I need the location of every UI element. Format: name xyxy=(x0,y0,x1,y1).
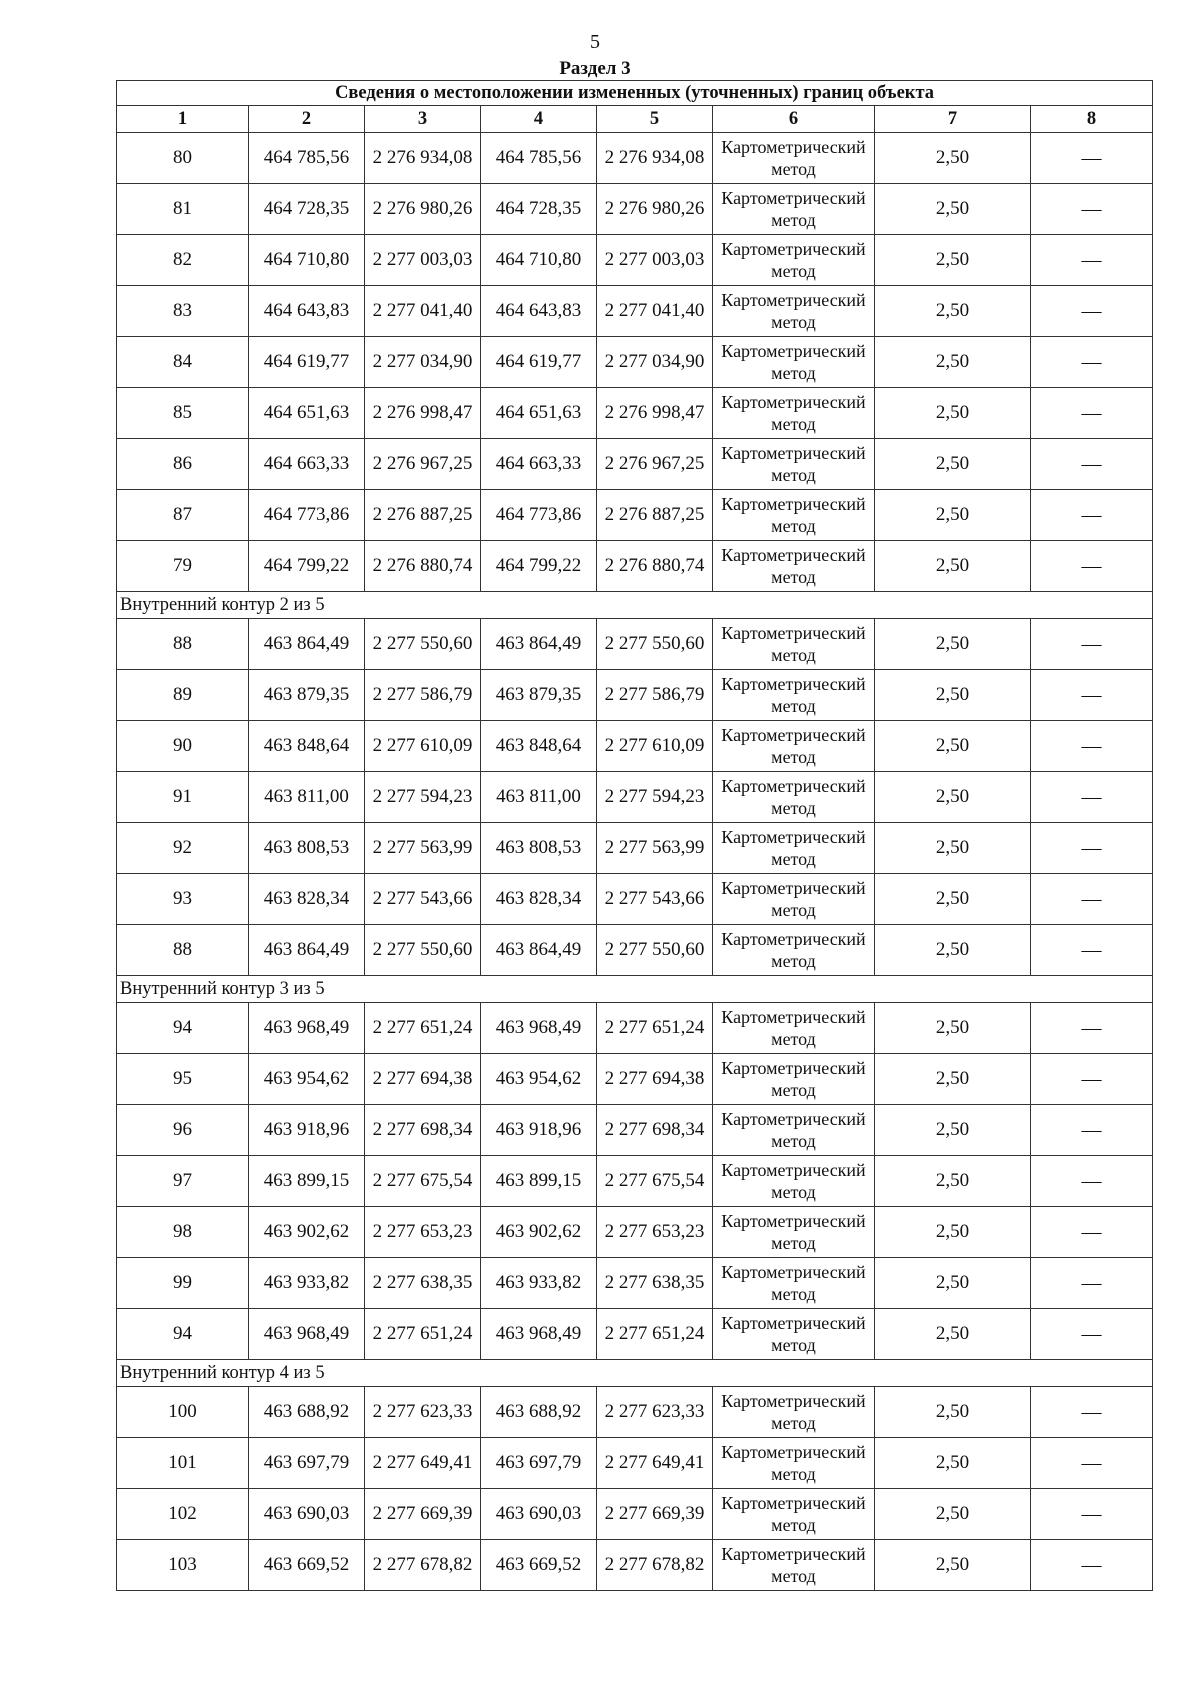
x-existing-cell: 464 651,63 xyxy=(249,388,365,439)
y-new-cell: 2 277 550,60 xyxy=(597,925,713,976)
point-number-cell: 97 xyxy=(117,1156,249,1207)
accuracy-cell: 2,50 xyxy=(875,925,1031,976)
method-cell: Картометрический метод xyxy=(713,337,875,388)
y-new-cell: 2 277 653,23 xyxy=(597,1207,713,1258)
point-number-cell: 99 xyxy=(117,1258,249,1309)
x-new-cell: 463 879,35 xyxy=(481,670,597,721)
x-new-cell: 463 899,15 xyxy=(481,1156,597,1207)
accuracy-cell: 2,50 xyxy=(875,286,1031,337)
accuracy-cell: 2,50 xyxy=(875,1489,1031,1540)
accuracy-cell: 2,50 xyxy=(875,1207,1031,1258)
x-existing-cell: 463 864,49 xyxy=(249,925,365,976)
x-existing-cell: 463 848,64 xyxy=(249,721,365,772)
accuracy-cell: 2,50 xyxy=(875,337,1031,388)
point-number-cell: 103 xyxy=(117,1540,249,1591)
accuracy-cell: 2,50 xyxy=(875,1387,1031,1438)
point-number-cell: 90 xyxy=(117,721,249,772)
x-new-cell: 463 933,82 xyxy=(481,1258,597,1309)
y-existing-cell: 2 277 041,40 xyxy=(365,286,481,337)
y-new-cell: 2 276 980,26 xyxy=(597,184,713,235)
point-number-cell: 86 xyxy=(117,439,249,490)
page-number: 5 xyxy=(590,31,600,53)
point-number-cell: 80 xyxy=(117,133,249,184)
y-existing-cell: 2 276 998,47 xyxy=(365,388,481,439)
method-cell: Картометрический метод xyxy=(713,619,875,670)
y-existing-cell: 2 277 550,60 xyxy=(365,619,481,670)
accuracy-cell: 2,50 xyxy=(875,619,1031,670)
point-number-cell: 88 xyxy=(117,619,249,670)
y-existing-cell: 2 276 880,74 xyxy=(365,541,481,592)
y-new-cell: 2 276 934,08 xyxy=(597,133,713,184)
y-existing-cell: 2 276 980,26 xyxy=(365,184,481,235)
point-number-cell: 95 xyxy=(117,1054,249,1105)
y-new-cell: 2 277 543,66 xyxy=(597,874,713,925)
x-new-cell: 463 690,03 xyxy=(481,1489,597,1540)
table-row xyxy=(117,541,1153,592)
x-existing-cell: 464 619,77 xyxy=(249,337,365,388)
table-row xyxy=(117,235,1153,286)
x-new-cell: 463 828,34 xyxy=(481,874,597,925)
method-cell: Картометрический метод xyxy=(713,439,875,490)
section-title: Раздел 3 xyxy=(559,58,631,79)
y-existing-cell: 2 277 694,38 xyxy=(365,1054,481,1105)
table-row xyxy=(117,388,1153,439)
description-cell: — xyxy=(1031,670,1153,721)
x-existing-cell: 464 799,22 xyxy=(249,541,365,592)
y-new-cell: 2 276 880,74 xyxy=(597,541,713,592)
description-cell: — xyxy=(1031,1207,1153,1258)
table-row xyxy=(117,619,1153,670)
y-existing-cell: 2 277 586,79 xyxy=(365,670,481,721)
point-number-cell: 100 xyxy=(117,1387,249,1438)
x-new-cell: 463 688,92 xyxy=(481,1387,597,1438)
x-new-cell: 463 864,49 xyxy=(481,925,597,976)
table-row xyxy=(117,670,1153,721)
x-existing-cell: 463 899,15 xyxy=(249,1156,365,1207)
y-new-cell: 2 277 610,09 xyxy=(597,721,713,772)
table-row xyxy=(117,1156,1153,1207)
table-row xyxy=(117,1003,1153,1054)
accuracy-cell: 2,50 xyxy=(875,1156,1031,1207)
point-number-cell: 87 xyxy=(117,490,249,541)
description-cell: — xyxy=(1031,823,1153,874)
x-new-cell: 463 968,49 xyxy=(481,1309,597,1360)
column-number: 3 xyxy=(365,106,481,133)
method-cell: Картометрический метод xyxy=(713,286,875,337)
y-existing-cell: 2 277 563,99 xyxy=(365,823,481,874)
y-existing-cell: 2 277 610,09 xyxy=(365,721,481,772)
x-existing-cell: 463 828,34 xyxy=(249,874,365,925)
x-existing-cell: 463 879,35 xyxy=(249,670,365,721)
y-existing-cell: 2 277 638,35 xyxy=(365,1258,481,1309)
point-number-cell: 93 xyxy=(117,874,249,925)
column-number: 8 xyxy=(1031,106,1153,133)
y-existing-cell: 2 277 651,24 xyxy=(365,1003,481,1054)
table-row xyxy=(117,1054,1153,1105)
method-cell: Картометрический метод xyxy=(713,823,875,874)
description-cell: — xyxy=(1031,1105,1153,1156)
column-number: 5 xyxy=(597,106,713,133)
boundary-coordinates-table xyxy=(116,80,1152,1591)
accuracy-cell: 2,50 xyxy=(875,184,1031,235)
table-row xyxy=(117,133,1153,184)
y-existing-cell: 2 277 034,90 xyxy=(365,337,481,388)
point-number-cell: 82 xyxy=(117,235,249,286)
x-new-cell: 463 697,79 xyxy=(481,1438,597,1489)
method-cell: Картометрический метод xyxy=(713,1540,875,1591)
y-new-cell: 2 277 651,24 xyxy=(597,1309,713,1360)
contour-label-row xyxy=(117,1360,1153,1387)
x-existing-cell: 464 643,83 xyxy=(249,286,365,337)
y-existing-cell: 2 276 887,25 xyxy=(365,490,481,541)
y-new-cell: 2 277 651,24 xyxy=(597,1003,713,1054)
point-number-cell: 88 xyxy=(117,925,249,976)
y-existing-cell: 2 277 543,66 xyxy=(365,874,481,925)
table-caption-row xyxy=(117,81,1153,106)
description-cell: — xyxy=(1031,1387,1153,1438)
y-new-cell: 2 277 586,79 xyxy=(597,670,713,721)
method-cell: Картометрический метод xyxy=(713,184,875,235)
accuracy-cell: 2,50 xyxy=(875,1540,1031,1591)
table-row xyxy=(117,772,1153,823)
table-row xyxy=(117,1207,1153,1258)
contour-label-row xyxy=(117,592,1153,619)
y-existing-cell: 2 277 651,24 xyxy=(365,1309,481,1360)
contour-label-row xyxy=(117,976,1153,1003)
accuracy-cell: 2,50 xyxy=(875,439,1031,490)
description-cell: — xyxy=(1031,439,1153,490)
method-cell: Картометрический метод xyxy=(713,1309,875,1360)
y-new-cell: 2 277 034,90 xyxy=(597,337,713,388)
method-cell: Картометрический метод xyxy=(713,541,875,592)
table-row xyxy=(117,337,1153,388)
x-existing-cell: 464 773,86 xyxy=(249,490,365,541)
point-number-cell: 98 xyxy=(117,1207,249,1258)
description-cell: — xyxy=(1031,133,1153,184)
y-existing-cell: 2 277 003,03 xyxy=(365,235,481,286)
description-cell: — xyxy=(1031,874,1153,925)
y-new-cell: 2 277 694,38 xyxy=(597,1054,713,1105)
table-row xyxy=(117,439,1153,490)
column-number-row xyxy=(117,106,1153,133)
x-existing-cell: 464 663,33 xyxy=(249,439,365,490)
x-existing-cell: 463 690,03 xyxy=(249,1489,365,1540)
x-new-cell: 464 710,80 xyxy=(481,235,597,286)
accuracy-cell: 2,50 xyxy=(875,721,1031,772)
y-new-cell: 2 277 638,35 xyxy=(597,1258,713,1309)
x-existing-cell: 463 808,53 xyxy=(249,823,365,874)
description-cell: — xyxy=(1031,1540,1153,1591)
description-cell: — xyxy=(1031,772,1153,823)
description-cell: — xyxy=(1031,235,1153,286)
x-new-cell: 464 785,56 xyxy=(481,133,597,184)
description-cell: — xyxy=(1031,184,1153,235)
x-new-cell: 464 728,35 xyxy=(481,184,597,235)
y-new-cell: 2 277 649,41 xyxy=(597,1438,713,1489)
accuracy-cell: 2,50 xyxy=(875,541,1031,592)
x-new-cell: 463 669,52 xyxy=(481,1540,597,1591)
y-new-cell: 2 277 563,99 xyxy=(597,823,713,874)
method-cell: Картометрический метод xyxy=(713,1387,875,1438)
x-new-cell: 464 619,77 xyxy=(481,337,597,388)
accuracy-cell: 2,50 xyxy=(875,1105,1031,1156)
method-cell: Картометрический метод xyxy=(713,772,875,823)
x-existing-cell: 463 968,49 xyxy=(249,1309,365,1360)
column-number: 1 xyxy=(117,106,249,133)
x-existing-cell: 463 918,96 xyxy=(249,1105,365,1156)
method-cell: Картометрический метод xyxy=(713,133,875,184)
description-cell: — xyxy=(1031,1054,1153,1105)
x-existing-cell: 464 728,35 xyxy=(249,184,365,235)
y-new-cell: 2 277 678,82 xyxy=(597,1540,713,1591)
accuracy-cell: 2,50 xyxy=(875,823,1031,874)
y-existing-cell: 2 277 669,39 xyxy=(365,1489,481,1540)
y-new-cell: 2 276 967,25 xyxy=(597,439,713,490)
accuracy-cell: 2,50 xyxy=(875,1438,1031,1489)
contour-label: Внутренний контур 3 из 5 xyxy=(117,976,1153,1003)
accuracy-cell: 2,50 xyxy=(875,490,1031,541)
table-row xyxy=(117,1489,1153,1540)
accuracy-cell: 2,50 xyxy=(875,1003,1031,1054)
x-new-cell: 464 643,83 xyxy=(481,286,597,337)
x-new-cell: 463 968,49 xyxy=(481,1003,597,1054)
method-cell: Картометрический метод xyxy=(713,1105,875,1156)
y-new-cell: 2 277 550,60 xyxy=(597,619,713,670)
description-cell: — xyxy=(1031,337,1153,388)
table-row xyxy=(117,925,1153,976)
point-number-cell: 83 xyxy=(117,286,249,337)
x-existing-cell: 463 811,00 xyxy=(249,772,365,823)
table-row xyxy=(117,721,1153,772)
point-number-cell: 91 xyxy=(117,772,249,823)
table-row xyxy=(117,823,1153,874)
column-number: 6 xyxy=(713,106,875,133)
y-existing-cell: 2 277 678,82 xyxy=(365,1540,481,1591)
method-cell: Картометрический метод xyxy=(713,721,875,772)
method-cell: Картометрический метод xyxy=(713,235,875,286)
description-cell: — xyxy=(1031,1438,1153,1489)
x-new-cell: 463 902,62 xyxy=(481,1207,597,1258)
table-row xyxy=(117,1258,1153,1309)
y-new-cell: 2 277 698,34 xyxy=(597,1105,713,1156)
table-row xyxy=(117,1309,1153,1360)
point-number-cell: 94 xyxy=(117,1309,249,1360)
x-new-cell: 464 663,33 xyxy=(481,439,597,490)
table-row xyxy=(117,490,1153,541)
method-cell: Картометрический метод xyxy=(713,1258,875,1309)
x-existing-cell: 463 902,62 xyxy=(249,1207,365,1258)
column-number: 7 xyxy=(875,106,1031,133)
y-existing-cell: 2 277 653,23 xyxy=(365,1207,481,1258)
x-existing-cell: 463 688,92 xyxy=(249,1387,365,1438)
x-existing-cell: 464 710,80 xyxy=(249,235,365,286)
accuracy-cell: 2,50 xyxy=(875,1258,1031,1309)
table-row xyxy=(117,1387,1153,1438)
method-cell: Картометрический метод xyxy=(713,1003,875,1054)
table-row xyxy=(117,1540,1153,1591)
y-existing-cell: 2 277 698,34 xyxy=(365,1105,481,1156)
y-existing-cell: 2 276 934,08 xyxy=(365,133,481,184)
accuracy-cell: 2,50 xyxy=(875,670,1031,721)
description-cell: — xyxy=(1031,286,1153,337)
description-cell: — xyxy=(1031,925,1153,976)
x-new-cell: 464 799,22 xyxy=(481,541,597,592)
description-cell: — xyxy=(1031,388,1153,439)
method-cell: Картометрический метод xyxy=(713,1054,875,1105)
point-number-cell: 92 xyxy=(117,823,249,874)
table-row xyxy=(117,1438,1153,1489)
description-cell: — xyxy=(1031,1258,1153,1309)
accuracy-cell: 2,50 xyxy=(875,1054,1031,1105)
x-existing-cell: 463 669,52 xyxy=(249,1540,365,1591)
y-existing-cell: 2 277 675,54 xyxy=(365,1156,481,1207)
table-row xyxy=(117,1105,1153,1156)
y-new-cell: 2 276 887,25 xyxy=(597,490,713,541)
method-cell: Картометрический метод xyxy=(713,874,875,925)
point-number-cell: 85 xyxy=(117,388,249,439)
y-existing-cell: 2 276 967,25 xyxy=(365,439,481,490)
x-new-cell: 463 848,64 xyxy=(481,721,597,772)
accuracy-cell: 2,50 xyxy=(875,133,1031,184)
description-cell: — xyxy=(1031,541,1153,592)
x-existing-cell: 463 697,79 xyxy=(249,1438,365,1489)
x-existing-cell: 463 954,62 xyxy=(249,1054,365,1105)
method-cell: Картометрический метод xyxy=(713,670,875,721)
accuracy-cell: 2,50 xyxy=(875,874,1031,925)
accuracy-cell: 2,50 xyxy=(875,388,1031,439)
table-row xyxy=(117,286,1153,337)
description-cell: — xyxy=(1031,1003,1153,1054)
point-number-cell: 96 xyxy=(117,1105,249,1156)
accuracy-cell: 2,50 xyxy=(875,1309,1031,1360)
point-number-cell: 79 xyxy=(117,541,249,592)
x-new-cell: 463 808,53 xyxy=(481,823,597,874)
accuracy-cell: 2,50 xyxy=(875,772,1031,823)
x-new-cell: 464 773,86 xyxy=(481,490,597,541)
x-new-cell: 463 811,00 xyxy=(481,772,597,823)
x-existing-cell: 464 785,56 xyxy=(249,133,365,184)
table-row xyxy=(117,184,1153,235)
x-existing-cell: 463 864,49 xyxy=(249,619,365,670)
y-new-cell: 2 277 594,23 xyxy=(597,772,713,823)
x-new-cell: 463 954,62 xyxy=(481,1054,597,1105)
table-row xyxy=(117,874,1153,925)
description-cell: — xyxy=(1031,619,1153,670)
y-new-cell: 2 277 041,40 xyxy=(597,286,713,337)
y-new-cell: 2 277 669,39 xyxy=(597,1489,713,1540)
x-existing-cell: 463 968,49 xyxy=(249,1003,365,1054)
accuracy-cell: 2,50 xyxy=(875,235,1031,286)
y-new-cell: 2 277 003,03 xyxy=(597,235,713,286)
contour-label: Внутренний контур 2 из 5 xyxy=(117,592,1153,619)
description-cell: — xyxy=(1031,721,1153,772)
description-cell: — xyxy=(1031,1489,1153,1540)
x-new-cell: 463 918,96 xyxy=(481,1105,597,1156)
y-new-cell: 2 277 623,33 xyxy=(597,1387,713,1438)
method-cell: Картометрический метод xyxy=(713,1156,875,1207)
x-existing-cell: 463 933,82 xyxy=(249,1258,365,1309)
column-number: 2 xyxy=(249,106,365,133)
point-number-cell: 102 xyxy=(117,1489,249,1540)
method-cell: Картометрический метод xyxy=(713,1207,875,1258)
point-number-cell: 94 xyxy=(117,1003,249,1054)
y-existing-cell: 2 277 594,23 xyxy=(365,772,481,823)
y-existing-cell: 2 277 649,41 xyxy=(365,1438,481,1489)
method-cell: Картометрический метод xyxy=(713,490,875,541)
y-existing-cell: 2 277 623,33 xyxy=(365,1387,481,1438)
point-number-cell: 101 xyxy=(117,1438,249,1489)
method-cell: Картометрический метод xyxy=(713,1438,875,1489)
point-number-cell: 81 xyxy=(117,184,249,235)
contour-label: Внутренний контур 4 из 5 xyxy=(117,1360,1153,1387)
x-new-cell: 464 651,63 xyxy=(481,388,597,439)
description-cell: — xyxy=(1031,490,1153,541)
table-caption: Сведения о местоположении измененных (уточненных) границ объекта xyxy=(117,81,1153,106)
y-new-cell: 2 277 675,54 xyxy=(597,1156,713,1207)
method-cell: Картометрический метод xyxy=(713,1489,875,1540)
x-new-cell: 463 864,49 xyxy=(481,619,597,670)
column-number: 4 xyxy=(481,106,597,133)
y-existing-cell: 2 277 550,60 xyxy=(365,925,481,976)
y-new-cell: 2 276 998,47 xyxy=(597,388,713,439)
method-cell: Картометрический метод xyxy=(713,925,875,976)
description-cell: — xyxy=(1031,1309,1153,1360)
description-cell: — xyxy=(1031,1156,1153,1207)
method-cell: Картометрический метод xyxy=(713,388,875,439)
point-number-cell: 84 xyxy=(117,337,249,388)
point-number-cell: 89 xyxy=(117,670,249,721)
